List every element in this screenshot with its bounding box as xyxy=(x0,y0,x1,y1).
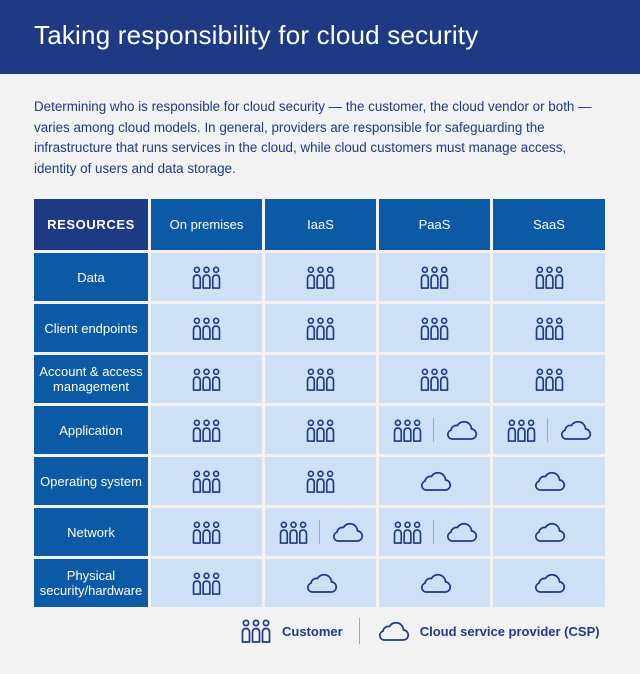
legend-customer-label: Customer xyxy=(282,623,343,639)
people-icon xyxy=(191,265,222,290)
people-icon xyxy=(278,520,309,545)
cell-account-access-management-iaas xyxy=(265,355,376,403)
cell-application-iaas xyxy=(265,406,376,454)
cloud-icon xyxy=(444,419,478,441)
people-icon xyxy=(191,367,222,392)
people-icon xyxy=(419,316,450,341)
column-header-paas: PaaS xyxy=(379,199,490,250)
cell-data-saas xyxy=(493,253,605,301)
legend-csp-label: Cloud service provider (CSP) xyxy=(419,623,600,639)
cloud-icon xyxy=(532,470,566,492)
row-header-client-endpoints: Client endpoints xyxy=(34,304,148,352)
cell-operating-system-saas xyxy=(493,457,605,505)
people-icon xyxy=(534,367,565,392)
people-icon xyxy=(191,520,222,545)
row-header-operating-system: Operating system xyxy=(34,457,148,505)
row-header-physical-security-hardware: Physical security/hardware xyxy=(34,559,148,607)
cell-physical-security-hardware-paas xyxy=(379,559,490,607)
cell-physical-security-hardware-on-premises xyxy=(151,559,262,607)
cloud-icon xyxy=(532,572,566,594)
people-icon xyxy=(191,316,222,341)
cell-operating-system-iaas xyxy=(265,457,376,505)
cell-physical-security-hardware-iaas xyxy=(265,559,376,607)
cloud-icon xyxy=(376,619,410,643)
people-icon xyxy=(305,265,336,290)
cell-client-endpoints-on-premises xyxy=(151,304,262,352)
cell-application-paas xyxy=(379,406,490,454)
cell-data-on-premises xyxy=(151,253,262,301)
cell-physical-security-hardware-saas xyxy=(493,559,605,607)
cell-client-endpoints-saas xyxy=(493,304,605,352)
cell-divider xyxy=(319,520,320,544)
title-banner xyxy=(0,0,640,74)
cell-account-access-management-saas xyxy=(493,355,605,403)
people-icon xyxy=(419,367,450,392)
column-header-on-premises: On premises xyxy=(151,199,262,250)
cell-application-on-premises xyxy=(151,406,262,454)
cell-application-saas xyxy=(493,406,605,454)
row-header-account-access-management: Account & access management xyxy=(34,355,148,403)
cell-network-iaas xyxy=(265,508,376,556)
cloud-icon xyxy=(330,521,364,543)
people-icon xyxy=(305,418,336,443)
cloud-icon xyxy=(444,521,478,543)
people-icon xyxy=(191,469,222,494)
intro-paragraph: Determining who is responsible for cloud security — the customer, the cloud vendor or both — varies among cloud models. In general, providers are responsible for safeguarding the infrastructure that runs services in the cloud, while cloud customers must manage access, identity of users and data storage. xyxy=(34,99,592,176)
cloud-icon xyxy=(532,521,566,543)
cell-data-iaas xyxy=(265,253,376,301)
people-icon xyxy=(191,571,222,596)
people-icon xyxy=(534,316,565,341)
column-header-saas: SaaS xyxy=(493,199,605,250)
cell-divider xyxy=(547,418,548,442)
legend-divider xyxy=(359,618,360,644)
people-icon xyxy=(305,469,336,494)
resources-header: RESOURCES xyxy=(34,199,148,250)
people-icon xyxy=(240,618,272,644)
people-icon xyxy=(305,316,336,341)
cell-divider xyxy=(433,418,434,442)
row-header-network: Network xyxy=(34,508,148,556)
cell-network-paas xyxy=(379,508,490,556)
cloud-icon xyxy=(304,572,338,594)
people-icon xyxy=(392,418,423,443)
people-icon xyxy=(506,418,537,443)
cell-client-endpoints-iaas xyxy=(265,304,376,352)
people-icon xyxy=(534,265,565,290)
cloud-icon xyxy=(418,470,452,492)
cell-operating-system-on-premises xyxy=(151,457,262,505)
row-header-data: Data xyxy=(34,253,148,301)
cell-data-paas xyxy=(379,253,490,301)
cell-divider xyxy=(433,520,434,544)
row-header-application: Application xyxy=(34,406,148,454)
page-title: Taking responsibility for cloud security xyxy=(34,20,479,50)
people-icon xyxy=(305,367,336,392)
people-icon xyxy=(191,418,222,443)
people-icon xyxy=(392,520,423,545)
cell-account-access-management-paas xyxy=(379,355,490,403)
cell-client-endpoints-paas xyxy=(379,304,490,352)
cell-network-saas xyxy=(493,508,605,556)
legend xyxy=(240,617,600,645)
cloud-icon xyxy=(558,419,592,441)
cell-account-access-management-on-premises xyxy=(151,355,262,403)
people-icon xyxy=(419,265,450,290)
cell-operating-system-paas xyxy=(379,457,490,505)
column-header-iaas: IaaS xyxy=(265,199,376,250)
responsibility-table xyxy=(34,199,605,607)
cloud-icon xyxy=(418,572,452,594)
cell-network-on-premises xyxy=(151,508,262,556)
